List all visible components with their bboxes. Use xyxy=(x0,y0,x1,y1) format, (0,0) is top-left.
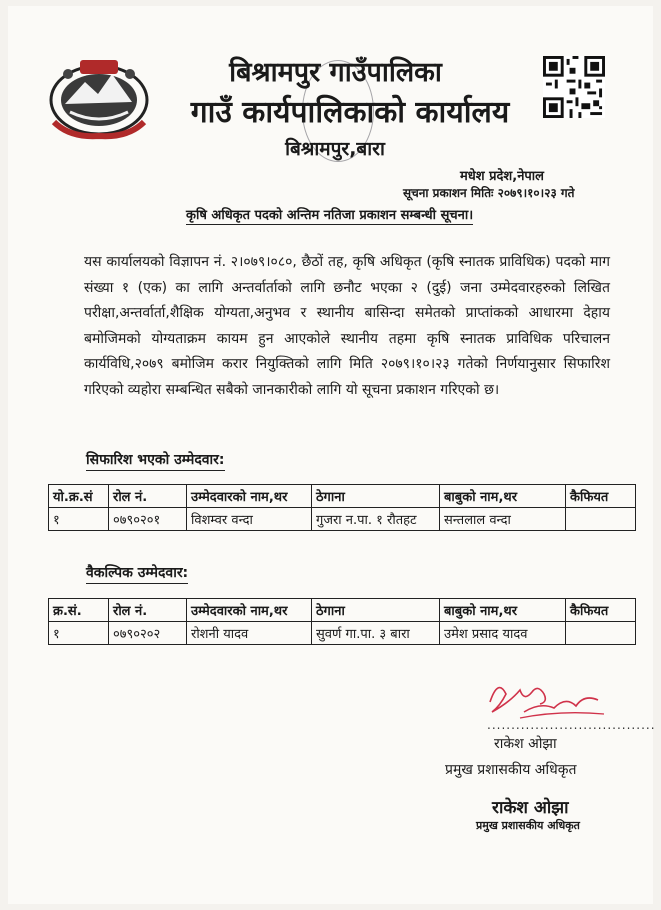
header-remarks: कैफियत xyxy=(566,599,636,622)
recommended-table xyxy=(48,484,636,531)
cell-roll: ०७९०२०२ xyxy=(109,622,187,645)
cell-remarks xyxy=(566,508,636,531)
cell-father: उमेश प्रसाद यादव xyxy=(440,622,566,645)
table-header-row xyxy=(49,599,636,622)
office-subtitle: गाउँ कार्यपालिकाको कार्यालय xyxy=(190,95,510,130)
handwritten-signature xyxy=(480,672,610,722)
header-roll: रोल नं. xyxy=(109,485,187,508)
header-address: ठेगाना xyxy=(312,485,440,508)
header-serial: क्र.सं. xyxy=(49,599,109,622)
cell-address: सुवर्ण गा.पा. ३ बारा xyxy=(312,622,440,645)
office-address: बिश्रामपुर,बारा xyxy=(285,138,385,160)
name-stamp: राकेश ओझा xyxy=(492,798,569,818)
header-father: बाबुको नाम,थर xyxy=(440,599,566,622)
publish-date: सूचना प्रकाशन मितिः २०७९।१०।२३ गते xyxy=(403,186,575,200)
notice-subject: कृषि अधिकृत पदको अन्तिम नतिजा प्रकाशन सम्बन्धी सूचना। xyxy=(186,205,473,225)
cell-roll: ०७९०२०१ xyxy=(109,508,187,531)
table-row xyxy=(49,622,636,645)
cell-name: विशम्वर वन्दा xyxy=(187,508,312,531)
signature-line: ................................... xyxy=(487,718,656,732)
signatory-title: प्रमुख प्रशासकीय अधिकृत xyxy=(445,762,577,778)
alternate-table xyxy=(48,598,636,645)
header-name: उम्मेदवारको नाम,थर xyxy=(187,599,312,622)
notice-body: यस कार्यालयको विज्ञापन नं. २।०७९।०८०, छैठों तह, कृषि अधिकृत (कृषि स्नातक प्राविधिक) पदको माग संख्या १ (एक) का लागि अन्तर्वार्ताको लागि छनौट भएका २ (दुई) जना उम्मेदवारहरुको लिखित परीक्षा,अन्तर्वार्ता,शैक्षिक योग्यता,अनुभव र स्थानीय बासिन्दा समेतको प्राप्तांकको आधारमा देहाय बमोजिमको योग्यताक्रम कायम हुन आएकोले स्थानीय तहमा कृषि स्नातक प्राविधिक परिचालन कार्यविधि,२०७९ बमोजिम करार नियुक्तिको लागि मिति २०७९।१०।२३ गतेको निर्णयानुसार सिफारिश गरिएको व्यहोरा सम्बन्धित सबैको जानकारीको लागि यो सूचना प्रकाशन गरिएको छ। xyxy=(84,254,610,398)
header-address: ठेगाना xyxy=(312,599,440,622)
header-father: बाबुको नाम,थर xyxy=(440,485,566,508)
cell-name: रोशनी यादव xyxy=(187,622,312,645)
cell-address: गुजरा न.पा. १ रौतहट xyxy=(312,508,440,531)
table-row xyxy=(49,508,636,531)
cell-serial: १ xyxy=(49,622,109,645)
header-roll: रोल नं. xyxy=(109,599,187,622)
office-name: बिश्रामपुर गाउँपालिका xyxy=(229,57,442,88)
recommended-section-title: सिफारिश भएको उम्मेदवार: xyxy=(86,450,225,471)
header-serial: यो.क्र.सं xyxy=(49,485,109,508)
alternate-section-title: वैकल्पिक उम्मेदवार: xyxy=(86,563,188,584)
province-label: मधेश प्रदेश,नेपाल xyxy=(460,169,544,184)
cell-father: सन्तलाल वन्दा xyxy=(440,508,566,531)
header-remarks: कैफियत xyxy=(566,485,636,508)
header-name: उम्मेदवारको नाम,थर xyxy=(187,485,312,508)
signatory-name: राकेश ओझा xyxy=(494,736,557,752)
cell-remarks xyxy=(566,622,636,645)
title-stamp: प्रमुख प्रशासकीय अधिकृत xyxy=(476,819,580,832)
cell-serial: १ xyxy=(49,508,109,531)
table-header-row xyxy=(49,485,636,508)
